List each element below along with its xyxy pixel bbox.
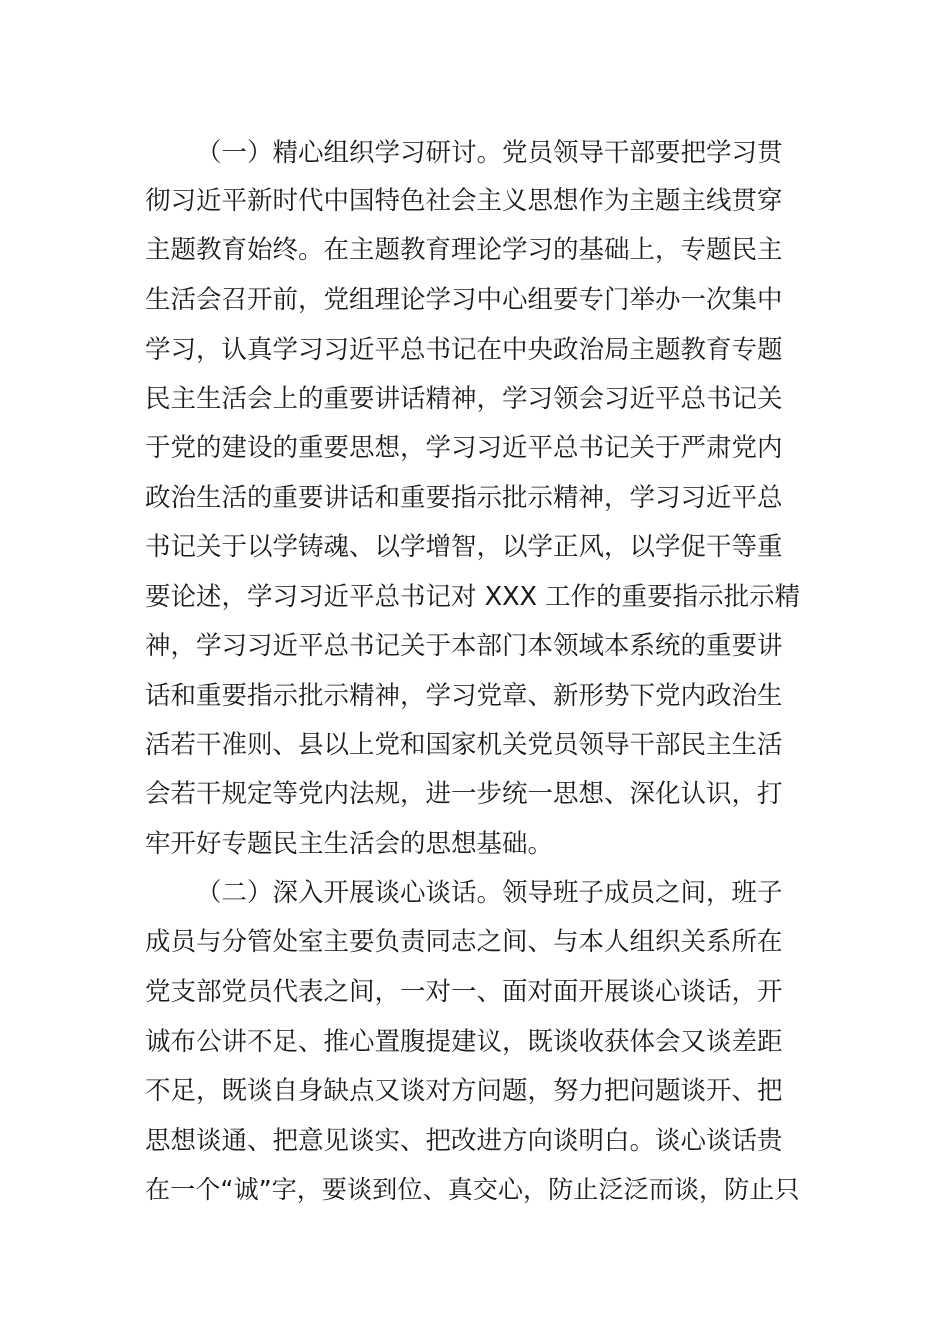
paragraph-line: 思想谈通、把意见谈实、把改进方向谈明白。谈心谈话贵	[145, 1126, 783, 1156]
paragraph-line: 生活会召开前，党组理论学习中心组要专门举办一次集中	[145, 285, 783, 315]
paragraph-line: 于党的建设的重要思想，学习习近平总书记关于严肃党内	[145, 433, 783, 463]
paragraph-line: 政治生活的重要讲话和重要指示批示精神，学习习近平总	[145, 483, 783, 513]
paragraph-line: 彻习近平新时代中国特色社会主义思想作为主题主线贯穿	[145, 186, 783, 216]
paragraph-line: 牢开好专题民主生活会的思想基础。	[145, 829, 554, 859]
paragraph-line: 活若干准则、县以上党和国家机关党员领导干部民主生活	[145, 730, 783, 760]
paragraph-line: 不足，既谈自身缺点又谈对方问题，努力把问题谈开、把	[145, 1076, 783, 1106]
paragraph-line: 会若干规定等党内法规，进一步统一思想、深化认识，打	[145, 779, 783, 809]
paragraph-line: 书记关于以学铸魂、以学增智，以学正风，以学促干等重	[145, 532, 783, 562]
paragraph-line: 党支部党员代表之间，一对一、面对面开展谈心谈话，开	[145, 977, 783, 1007]
paragraph-line: 要论述，学习习近平总书记对 XXX 工作的重要指示批示精	[145, 582, 801, 612]
paragraph-line: 在一个“诚”字，要谈到位、真交心，防止泛泛而谈，防止只	[145, 1175, 800, 1204]
paragraph-line: （二）深入开展谈心谈话。领导班子成员之间，班子	[196, 878, 783, 908]
paragraph-line: 成员与分管处室主要负责同志之间、与本人组织关系所在	[145, 927, 783, 957]
paragraph-line: 学习，认真学习习近平总书记在中央政治局主题教育专题	[145, 335, 783, 365]
paragraph-line: （一）精心组织学习研讨。党员领导干部要把学习贯	[196, 138, 783, 168]
paragraph-line: 神，学习习近平总书记关于本部门本领域本系统的重要讲	[145, 631, 783, 661]
paragraph-line: 主题教育始终。在主题教育理论学习的基础上，专题民主	[145, 235, 783, 265]
paragraph-line: 话和重要指示批示精神，学习党章、新形势下党内政治生	[145, 681, 783, 711]
paragraph-line: 民主生活会上的重要讲话精神，学习领会习近平总书记关	[145, 384, 783, 414]
paragraph-line: 诚布公讲不足、推心置腹提建议，既谈收获体会又谈差距	[145, 1027, 783, 1057]
